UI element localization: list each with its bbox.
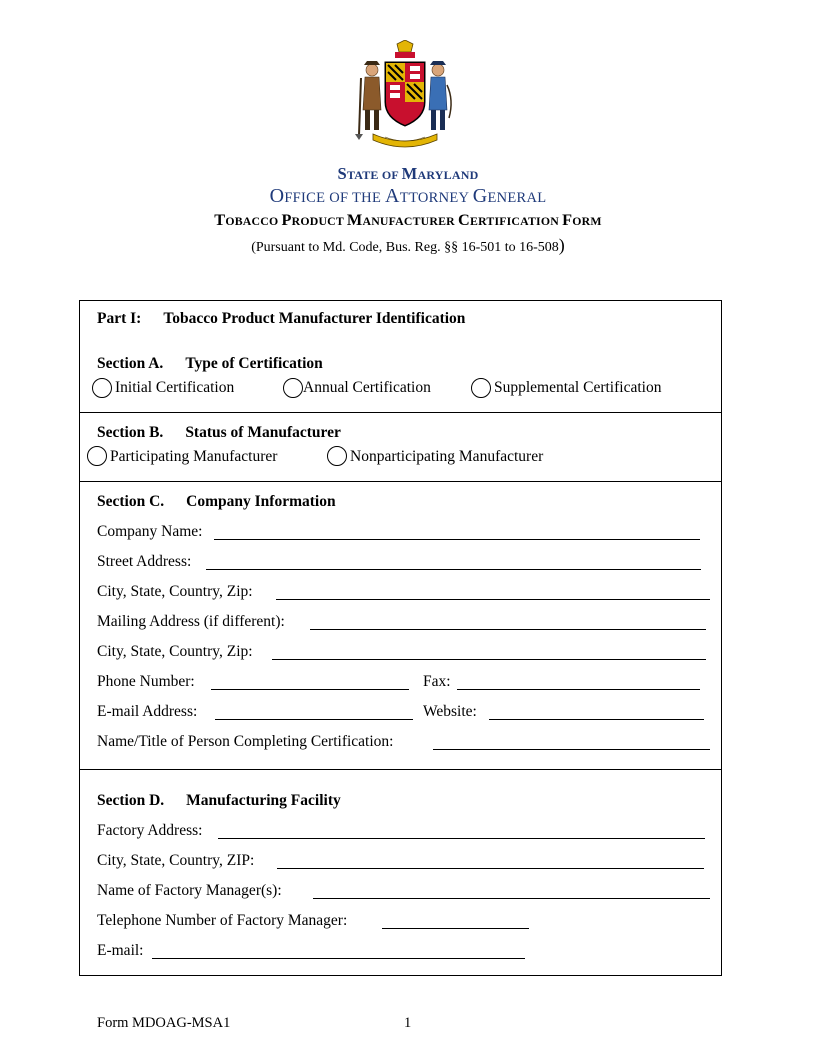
office-heading-rest: FFICE OF THE [284, 190, 386, 206]
maryland-seal-icon [355, 40, 455, 152]
street-address-label: Street Address: [97, 553, 192, 570]
state-heading-initial-2: M [401, 164, 418, 183]
phone-field[interactable] [211, 689, 409, 690]
factory-email-field[interactable] [152, 958, 525, 959]
nonparticipating-manufacturer-label: Nonparticipating Manufacturer [350, 448, 544, 465]
form-heading-initial: T [214, 210, 226, 229]
form-heading-rest-3: ANUFACTURER [362, 214, 459, 228]
factory-address-field[interactable] [218, 838, 705, 839]
state-heading-initial: S [337, 164, 347, 183]
form-heading-rest-5: ORM [572, 214, 602, 228]
factory-address-label: Factory Address: [97, 822, 203, 839]
form-heading [0, 210, 816, 230]
initial-certification-radio[interactable] [92, 378, 112, 398]
office-heading-rest-2: TTORNEY [399, 190, 473, 206]
manager-phone-field[interactable] [382, 928, 529, 929]
office-heading-initial: O [269, 185, 285, 207]
person-completing-field[interactable] [433, 749, 710, 750]
section-a-heading [97, 355, 323, 373]
page-number: 1 [404, 1015, 412, 1031]
form-heading-rest-4: ERTIFICATION [470, 214, 563, 228]
supplemental-certification-label: Supplemental Certification [494, 379, 662, 396]
mailing-address-label: Mailing Address (if different): [97, 613, 285, 630]
pursuant-text: (Pursuant to Md. Code, Bus. Reg. §§ 16-501 to 16-508 [251, 240, 559, 255]
annual-certification-label: Annual Certification [303, 379, 431, 396]
state-heading [0, 164, 816, 184]
company-name-label: Company Name: [97, 523, 203, 540]
factory-city-label: City, State, Country, ZIP: [97, 852, 255, 869]
annual-certification-radio[interactable] [283, 378, 303, 398]
section-b-heading [97, 424, 341, 442]
mailing-address-field[interactable] [310, 629, 706, 630]
section-d-title: Manufacturing Facility [186, 792, 341, 809]
manager-phone-label: Telephone Number of Factory Manager: [97, 912, 348, 929]
supplemental-certification-radio[interactable] [471, 378, 491, 398]
section-c-label: Section C. [97, 493, 165, 510]
mailing-city-label: City, State, Country, Zip: [97, 643, 253, 660]
factory-email-label: E-mail: [97, 942, 144, 959]
form-heading-initial-5: F [562, 210, 573, 229]
city-state-label: City, State, Country, Zip: [97, 583, 253, 600]
street-address-field[interactable] [206, 569, 701, 570]
factory-city-field[interactable] [277, 868, 704, 869]
section-b-box [79, 412, 722, 482]
state-heading-rest-2: ARYLAND [417, 168, 479, 182]
part1-heading [97, 310, 465, 328]
pursuant-close-paren: ) [558, 235, 565, 255]
fax-field[interactable] [457, 689, 700, 690]
state-heading-rest: TATE OF [346, 168, 402, 182]
office-heading-rest-3: ENERAL [487, 190, 547, 206]
website-field[interactable] [489, 719, 704, 720]
form-id: Form MDOAG-MSA1 [97, 1015, 231, 1031]
section-c-title: Company Information [186, 493, 336, 510]
section-c-heading [97, 493, 336, 511]
part1-label: Part I: [97, 310, 142, 327]
form-heading-rest-2: RODUCT [291, 214, 347, 228]
form-heading-rest: OBACCO [225, 214, 282, 228]
email-address-label: E-mail Address: [97, 703, 198, 720]
section-b-label: Section B. [97, 424, 164, 441]
form-heading-initial-3: M [346, 210, 363, 229]
company-name-field[interactable] [214, 539, 700, 540]
form-heading-initial-4: C [458, 210, 470, 229]
form-heading-initial-2: P [281, 210, 292, 229]
section-d-label: Section D. [97, 792, 165, 809]
factory-manager-label: Name of Factory Manager(s): [97, 882, 282, 899]
factory-manager-field[interactable] [313, 898, 710, 899]
office-heading-initial-3: G [472, 185, 488, 207]
section-a-label: Section A. [97, 355, 164, 372]
city-state-field[interactable] [276, 599, 710, 600]
initial-certification-label: Initial Certification [115, 379, 235, 396]
nonparticipating-manufacturer-radio[interactable] [327, 446, 347, 466]
mailing-city-field[interactable] [272, 659, 706, 660]
participating-manufacturer-radio[interactable] [87, 446, 107, 466]
participating-manufacturer-label: Participating Manufacturer [110, 448, 278, 465]
section-a-title: Type of Certification [185, 355, 323, 372]
fax-label: Fax: [423, 673, 451, 690]
office-heading-initial-2: A [385, 185, 400, 207]
office-heading [0, 185, 816, 208]
pursuant-line [0, 235, 816, 256]
website-label: Website: [423, 703, 477, 720]
part1-title: Tobacco Product Manufacturer Identification [163, 310, 466, 327]
person-completing-label: Name/Title of Person Completing Certification: [97, 733, 394, 750]
phone-label: Phone Number: [97, 673, 195, 690]
email-address-field[interactable] [215, 719, 413, 720]
section-b-title: Status of Manufacturer [185, 424, 341, 441]
section-d-heading [97, 792, 341, 810]
